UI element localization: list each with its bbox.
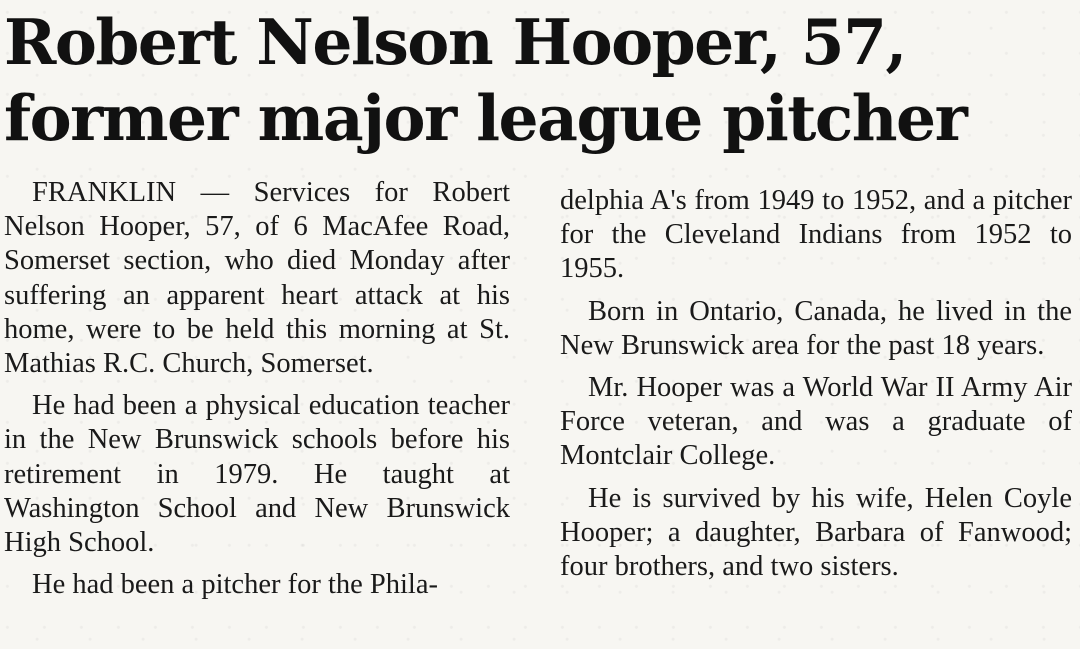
left-column bbox=[4, 176, 510, 610]
headline bbox=[4, 4, 1074, 156]
paragraph: delphia A's from 1949 to 1952, and a pitcher for the Cleveland Indians from 1952 to 1955. bbox=[560, 185, 1072, 285]
paragraph: He had been a physical education teacher in the New Brunswick schools before his retirement in 1979. He taught at Washington School and New Brunswick High School. bbox=[4, 390, 510, 559]
paragraph: FRANKLIN — Services for Robert Nelson Hooper, 57, of 6 MacAfee Road, Somerset section, who died Monday after suffering an apparent heart attack at his home, were to be held this morning at St. Mathias R.C. Church, Somerset. bbox=[4, 177, 510, 380]
paragraph: Born in Ontario, Canada, he lived in the New Brunswick area for the past 18 years. bbox=[560, 295, 1072, 361]
headline-line-2: former major league pitcher bbox=[4, 81, 967, 155]
paragraph: He is survived by his wife, Helen Coyle Hooper; a daughter, Barbara of Fanwood; four brothers, and two sisters. bbox=[560, 482, 1072, 583]
right-column bbox=[560, 184, 1072, 592]
paragraph: He had been a pitcher for the Phila- bbox=[32, 569, 438, 601]
headline-line-1: Robert Nelson Hooper, 57, bbox=[4, 5, 906, 79]
paragraph: Mr. Hooper was a World War II Army Air Force veteran, and was a graduate of Montclair College. bbox=[560, 372, 1072, 472]
